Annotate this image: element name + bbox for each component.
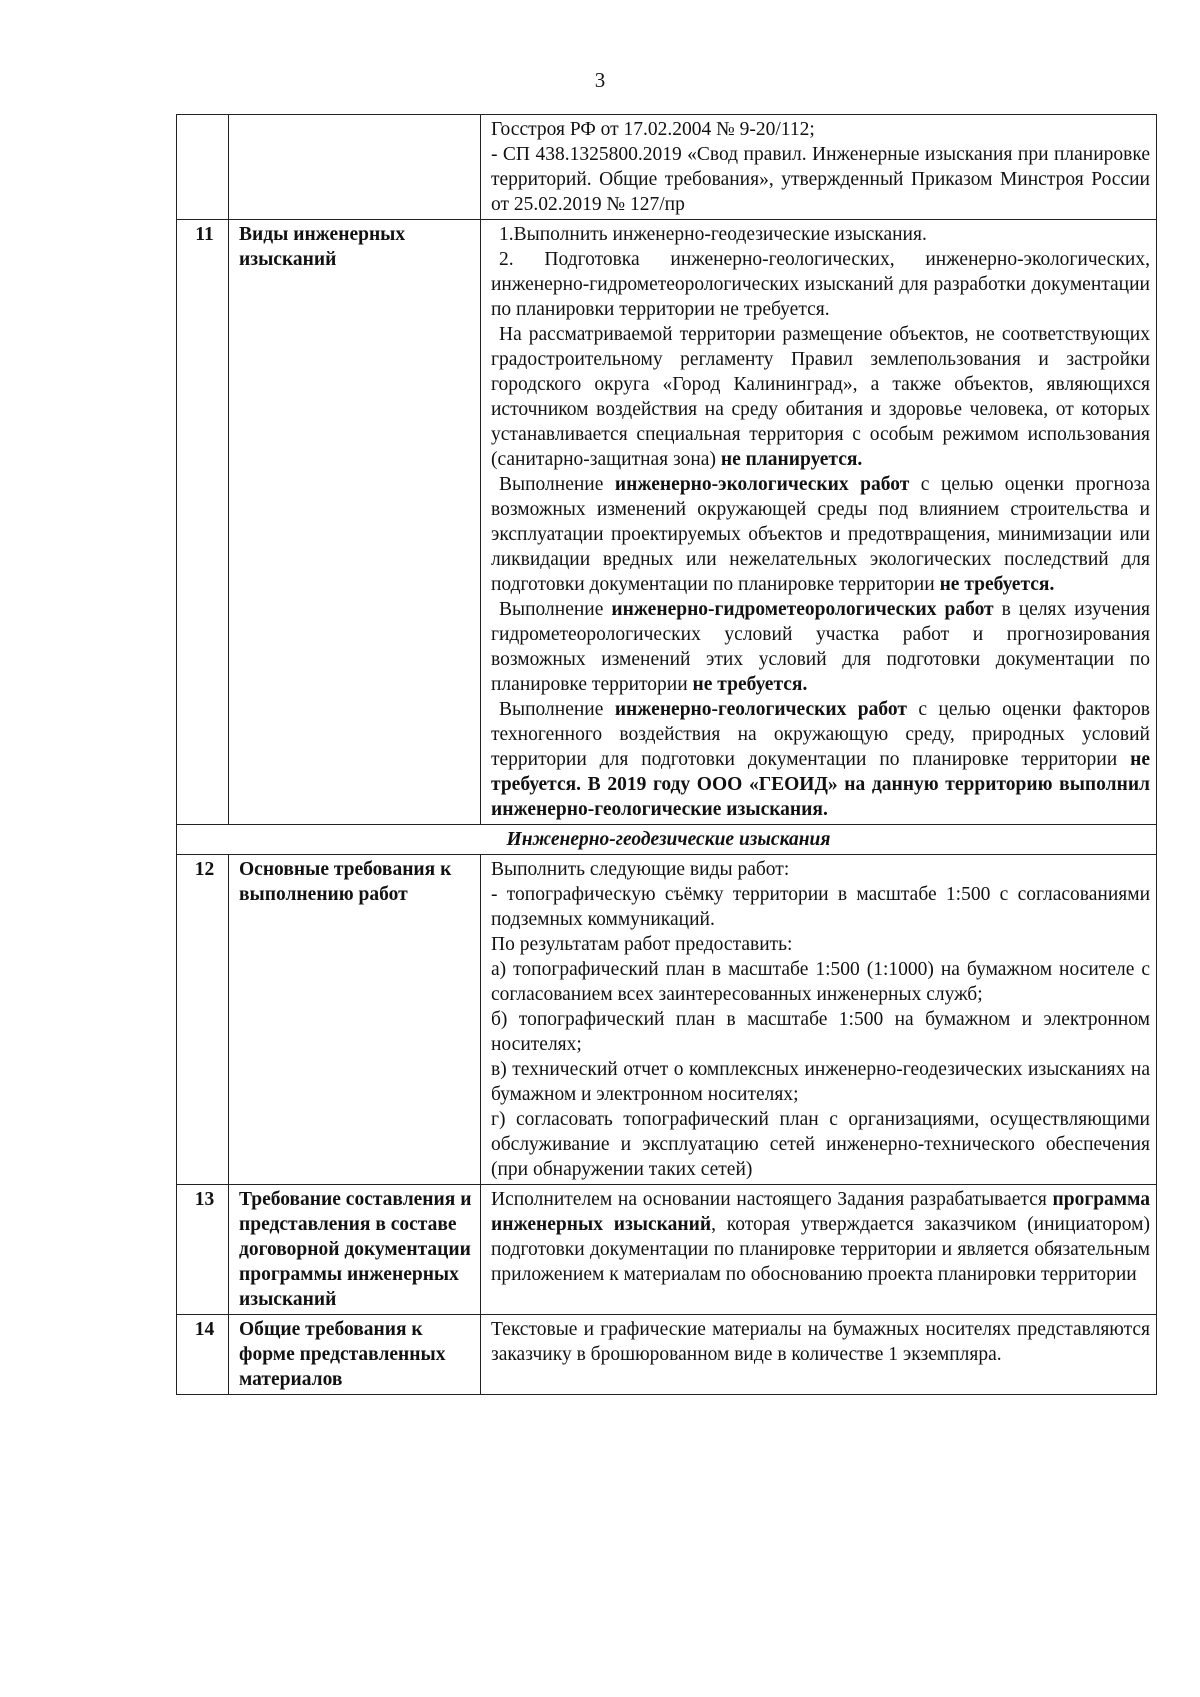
- table-row-14: [177, 1315, 1157, 1395]
- row-name-cell: [229, 115, 481, 220]
- row-number: 14: [177, 1315, 229, 1395]
- row-number-cell: [177, 115, 229, 220]
- bold-run: инженерно-гидрометеорологических работ: [611, 599, 994, 620]
- content-paragraph: [491, 1187, 1150, 1287]
- text-run: , которая утверждается заказчиком (инициатором) подготовки документации по планировке территории и является обязательным приложением к материалам по обоснованию проекта планировки территории: [491, 1214, 1150, 1285]
- content-line: - топографическую съёмку территории в масштабе 1:500 с согласованиями подземных коммуникаций.: [491, 884, 1150, 930]
- table-row-13: [177, 1185, 1157, 1315]
- row-number: 11: [177, 220, 229, 825]
- row-content: [481, 1315, 1157, 1395]
- bold-run: не требуется. В 2019 году ООО «ГЕОИД» на данную территорию выполнил инженерно-геологические изыскания.: [491, 749, 1150, 820]
- page-number: 3: [594, 68, 606, 92]
- table-row-11: [177, 220, 1157, 825]
- text-run: Выполнение: [499, 599, 612, 620]
- table-section-row: [177, 825, 1157, 855]
- bold-run: инженерно-геологических работ: [614, 699, 907, 720]
- row-content: [481, 1185, 1157, 1315]
- content-line: в) технический отчет о комплексных инженерно-геодезических изысканиях на бумажном и электронном носителях;: [491, 1059, 1150, 1105]
- row-name: Общие требования к форме представленных материалов: [229, 1315, 481, 1395]
- content-line: Госстроя РФ от 17.02.2004 № 9-20/112;: [491, 119, 815, 140]
- row-number: 12: [177, 855, 229, 1185]
- content-paragraph: [491, 597, 1150, 697]
- row-name: Виды инженерных изысканий: [229, 220, 481, 825]
- row-number: 13: [177, 1185, 229, 1315]
- text-run: в целях изучения гидрометеорологических условий участка работ и прогнозирования возможных изменений этих условий для подготовки документации по планировке территории: [491, 599, 1150, 695]
- content-line: б) топографический план в масштабе 1:500 на бумажном и электронном носителях;: [491, 1009, 1150, 1055]
- bold-run: не планируется.: [720, 449, 863, 470]
- row-content-cell: [481, 115, 1157, 220]
- content-paragraph: Текстовые и графические материалы на бумажных носителях представляются заказчику в брошюрованном виде в количестве 1 экземпляра.: [491, 1319, 1150, 1365]
- bold-run: программа инженерных изысканий: [491, 1189, 1150, 1235]
- bold-run: не требуется.: [939, 574, 1055, 595]
- row-name: Требование составления и представления в составе договорной документации программы инженерных изысканий: [229, 1185, 481, 1315]
- text-run: с целью оценки факторов техногенного воздействия на окружающую среду, природных условий территории для подготовки документации по планировке территории: [491, 699, 1150, 770]
- table-row-12: [177, 855, 1157, 1185]
- row-content: [481, 855, 1157, 1185]
- content-line: - СП 438.1325800.2019 «Свод правил. Инженерные изыскания при планировке территорий. Общие требования», утвержденный Приказом Минстроя России от 25.02.2019 № 127/пр: [491, 144, 1150, 215]
- content-paragraph: [491, 472, 1150, 597]
- bold-run: инженерно-экологических работ: [614, 474, 910, 495]
- text-run: Выполнение: [499, 474, 615, 495]
- section-title: Инженерно-геодезические изыскания: [177, 825, 1157, 855]
- content-line: По результатам работ предоставить:: [491, 934, 793, 955]
- content-paragraph: 1.Выполнить инженерно-геодезические изыскания.: [499, 224, 927, 245]
- text-run: На рассматриваемой территории размещение объектов, не соответствующих градостроительному регламенту Правил землепользования и застройки городского округа «Город Калининград», а также объектов, являющихся источником воздействия на среду обитания и здоровье человека, от которых устанавливается специальная территория с особым режимом использования (санитарно-защитная зона): [491, 324, 1150, 470]
- content-line: г) согласовать топографический план с организациями, осуществляющими обслуживание и эксплуатацию сетей инженерно-технического обеспечения (при обнаружении таких сетей): [491, 1109, 1150, 1180]
- content-paragraph: [491, 697, 1150, 822]
- bold-run: не требуется.: [692, 674, 808, 695]
- row-content: [481, 220, 1157, 825]
- content-paragraph: [491, 322, 1150, 472]
- row-name: Основные требования к выполнению работ: [229, 855, 481, 1185]
- content-line: Выполнить следующие виды работ:: [491, 859, 790, 880]
- text-run: Исполнителем на основании настоящего Задания разрабатывается: [491, 1189, 1053, 1210]
- table-row-continuation: [177, 115, 1157, 220]
- content-paragraph: 2. Подготовка инженерно-геологических, инженерно-экологических, инженерно-гидрометеорологических изысканий для разработки документации по планировки территории не требуется.: [491, 249, 1150, 320]
- requirements-table: [176, 114, 1157, 1395]
- text-run: Выполнение: [499, 699, 615, 720]
- text-run: с целью оценки прогноза возможных изменений окружающей среды под влиянием строительства и эксплуатации проектируемых объектов и предотвращения, минимизации или ликвидации вредных или нежелательных экологических последствий для подготовки документации по планировке территории: [491, 474, 1150, 595]
- content-line: а) топографический план в масштабе 1:500 (1:1000) на бумажном носителе с согласованием всех заинтересованных инженерных служб;: [491, 959, 1150, 1005]
